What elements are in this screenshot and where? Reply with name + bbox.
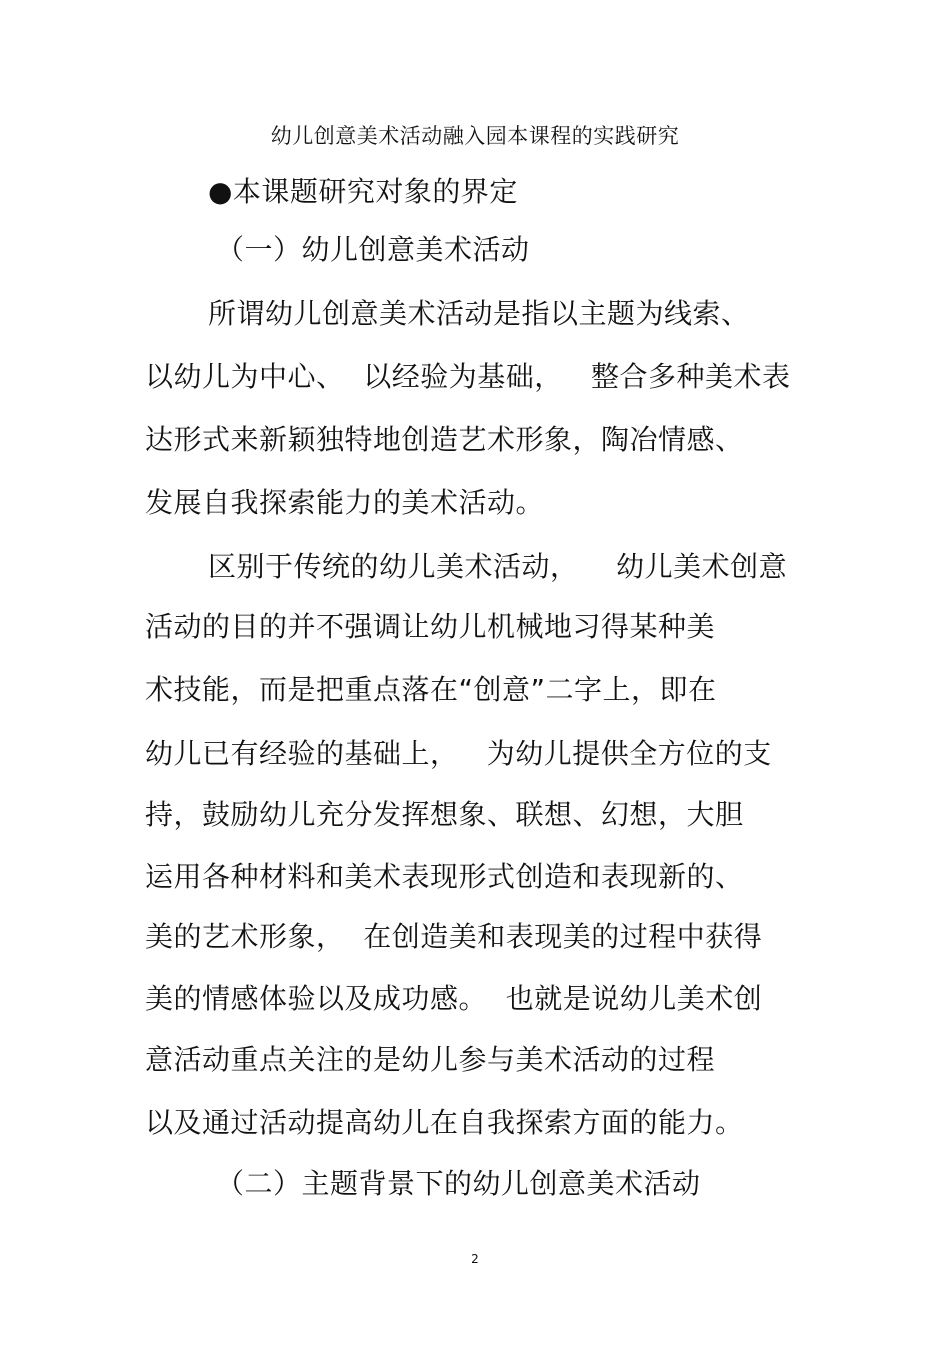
paragraph-2-line-5: 持，鼓励幼儿充分发挥想象、联想、幻想，大胆 [145,798,744,831]
paragraph-1-line-1: 所谓幼儿创意美术活动是指以主题为线索、 [208,297,750,330]
paragraph-2-line-2: 活动的目的并不强调让幼儿机械地习得某种美 [145,610,716,643]
subsection-heading-2: （二）主题背景下的幼儿创意美术活动 [216,1167,701,1200]
paragraph-2-line-4: 幼儿已有经验的基础上， 为幼儿提供全方位的支 [145,737,772,770]
paragraph-1-line-3: 达形式来新颖独特地创造艺术形象，陶冶情感、 [145,423,744,456]
document-title: 幼儿创意美术活动融入园本课程的实践研究 [270,124,680,148]
paragraph-1-line-2: 以幼儿为中心、 以经验为基础， 整合多种美术表 [145,360,791,393]
paragraph-2-line-3: 术技能，而是把重点落在“创意”二字上，即在 [145,673,717,706]
page-number: 2 [471,1252,479,1266]
section-heading: ●本课题研究对象的界定 [208,175,518,208]
paragraph-2-line-6: 运用各种材料和美术表现形式创造和表现新的、 [145,860,744,893]
paragraph-1-line-4: 发展自我探索能力的美术活动。 [145,486,545,519]
subsection-heading-1: （一）幼儿创意美术活动 [216,233,530,266]
paragraph-2-line-10: 以及通过活动提高幼儿在自我探索方面的能力。 [145,1106,744,1139]
paragraph-2-line-1: 区别于传统的幼儿美术活动， 幼儿美术创意 [208,550,788,583]
paragraph-2-line-8: 美的情感体验以及成功感。 也就是说幼儿美术创 [145,982,763,1015]
paragraph-2-line-7: 美的艺术形象， 在创造美和表现美的过程中获得 [145,920,763,953]
paragraph-2-line-9: 意活动重点关注的是幼儿参与美术活动的过程 [145,1043,716,1076]
